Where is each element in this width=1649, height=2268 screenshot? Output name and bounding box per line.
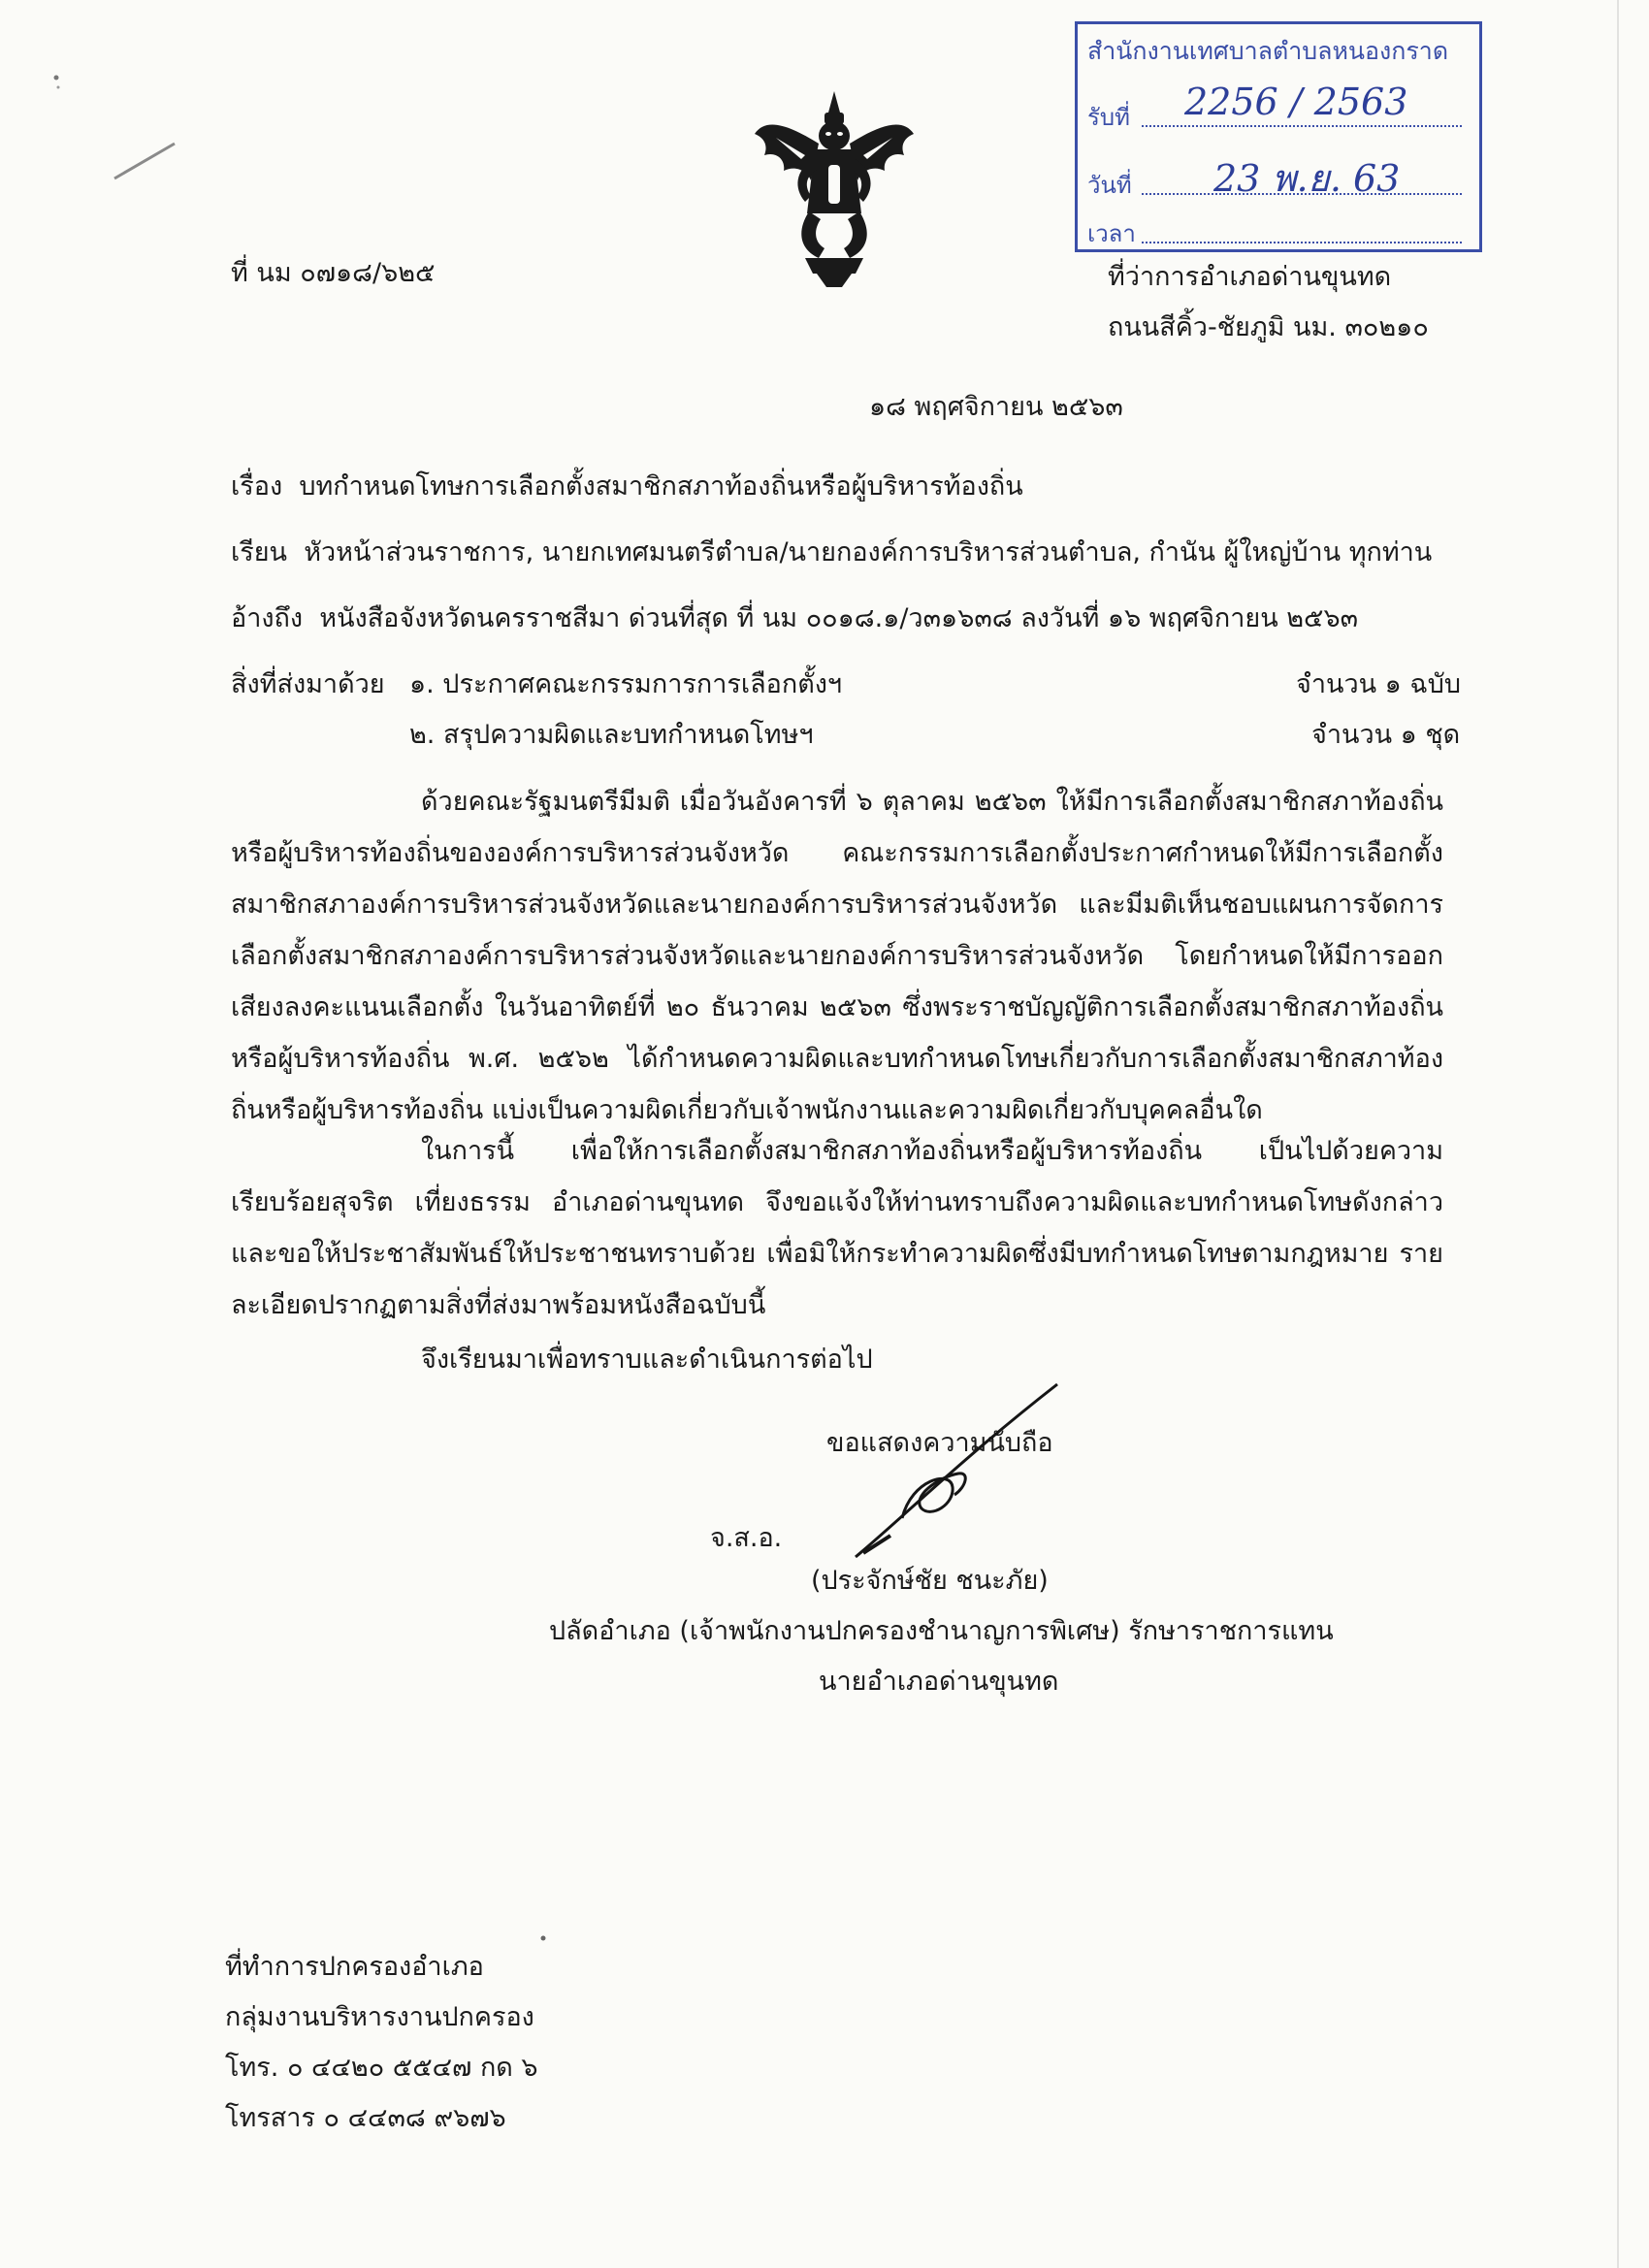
footer-fax: โทรสาร ๐ ๔๔๓๘ ๙๖๗๖ (225, 2103, 506, 2133)
stamp-time-line (1142, 242, 1462, 243)
stamp-date-label: วันที่ (1087, 172, 1132, 199)
stamp-received-line (1142, 125, 1462, 127)
enclosure-item-2: ๒. สรุปความผิดและบทกำหนดโทษฯ (409, 720, 814, 750)
stamp-received-label: รับที่ (1087, 104, 1130, 131)
scan-mark-speck (534, 1930, 553, 1950)
signer-position: ปลัดอำเภอ (เจ้าพนักงานปกครองชำนาญการพิเศษ) รักษาราชการแทน (549, 1616, 1334, 1646)
enclosure-qty-2: จำนวน ๑ ชุด (1311, 720, 1461, 750)
reference-text: หนังสือจังหวัดนครราชสีมา ด่วนที่สุด ที่ นม ๐๐๑๘.๑/ว๓๑๖๓๘ ลงวันที่ ๑๖ พฤศจิกายน ๒๕๖๓ (319, 603, 1359, 633)
footer-office: ที่ทำการปกครองอำเภอ (225, 1952, 484, 1982)
recipient-text: หัวหน้าส่วนราชการ, นายกเทศมนตรีตำบล/นายกองค์การบริหารส่วนตำบล, กำนัน ผู้ใหญ่บ้าน ทุกท่าน (304, 537, 1433, 567)
reference (231, 599, 1358, 638)
reference-label: อ้างถึง (231, 603, 304, 633)
courtesy-closing: ขอแสดงความนับถือ (826, 1428, 1053, 1458)
stamp-time-label: เวลา (1087, 220, 1136, 247)
footer-phone: โทร. ๐ ๔๔๒๐ ๕๕๔๗ กด ๖ (225, 2053, 538, 2083)
signer-initials: จ.ส.อ. (710, 1523, 783, 1553)
footer-division: กลุ่มงานบริหารงานปกครอง (225, 2002, 534, 2032)
office-address: ถนนสีคิ้ว-ชัยภูมิ นม. ๓๐๒๑๐ (1108, 312, 1429, 342)
office-name: ที่ว่าการอำเภอด่านขุนทด (1108, 262, 1392, 292)
recipient (231, 534, 1432, 572)
document-number: ที่ นม ๐๗๑๘/๖๒๕ (231, 258, 436, 288)
body-paragraph-2 (231, 1125, 1443, 1331)
enclosure-qty-1: จำนวน ๑ ฉบับ (1296, 669, 1462, 699)
enclosure-item-1: ๑. ประกาศคณะกรรมการการเลือกตั้งฯ (409, 669, 843, 699)
signer-name: (ประจักษ์ชัย ชนะภัย) (811, 1566, 1049, 1596)
document-date: ๑๘ พฤศจิกายน ๒๕๖๓ (869, 392, 1123, 422)
paragraph-2-text: ในการนี้ เพื่อให้การเลือกตั้งสมาชิกสภาท้องถิ่นหรือผู้บริหารท้องถิ่น เป็นไปด้วยความเรียบร้อยสุจริต เที่ยงธรรม อำเภอด่านขุนทด จึงขอแจ้งให้ท่านทราบถึงความผิดและบทกำหนดโทษดังกล่าว และขอให้ประชาสัมพันธ์ให้ประชาชนทราบด้วย เพื่อมิให้กระทำความผิดซึ่งมีบทกำหนดโทษตามกฎหมาย รายละเอียดปรากฏตามสิ่งที่ส่งมาพร้อมหนังสือฉบับนี้ (231, 1136, 1443, 1320)
signer-position-2: นายอำเภอด่านขุนทด (819, 1667, 1059, 1697)
body-paragraph-1 (231, 776, 1443, 1136)
subject (231, 468, 1023, 506)
scan-mark-edge (1612, 0, 1624, 2268)
stamp-date-value: 23 พ.ย. 63 (1213, 157, 1401, 200)
handwritten-signature (844, 1373, 1067, 1567)
enclosures-label: สิ่งที่ส่งมาด้วย (231, 669, 385, 699)
subject-label: เรื่อง (231, 471, 283, 502)
stamp-received-value: 2256 / 2563 (1184, 81, 1408, 123)
garuda-emblem-icon (747, 87, 922, 291)
scan-mark-line (107, 136, 184, 194)
closing-line: จึงเรียนมาเพื่อทราบและดำเนินการต่อไป (421, 1345, 873, 1375)
paragraph-1-text: ด้วยคณะรัฐมนตรีมีมติ เมื่อวันอังคารที่ ๖ ตุลาคม ๒๕๖๓ ให้มีการเลือกตั้งสมาชิกสภาท้องถิ่นหรือผู้บริหารท้องถิ่นขององค์การบริหารส่วนจังหวัด คณะกรรมการเลือกตั้งประกาศกำหนดให้มีการเลือกตั้งสมาชิกสภาองค์การบริหารส่วนจังหวัดและนายกองค์การบริหารส่วนจังหวัด และมีมติเห็นชอบแผนการจัดการเลือกตั้งสมาชิกสภาองค์การบริหารส่วนจังหวัดและนายกองค์การบริหารส่วนจังหวัด โดยกำหนดให้มีการออกเสียงลงคะแนนเลือกตั้ง ในวันอาทิตย์ที่ ๒๐ ธันวาคม ๒๕๖๓ ซึ่งพระราชบัญญัติการเลือกตั้งสมาชิกสภาท้องถิ่นหรือผู้บริหารท้องถิ่น พ.ศ. ๒๕๖๒ ได้กำหนดความผิดและบทกำหนดโทษเกี่ยวกับการเลือกตั้งสมาชิกสภาท้องถิ่นหรือผู้บริหารท้องถิ่น แบ่งเป็นความผิดเกี่ยวกับเจ้าพนักงานและความผิดเกี่ยวกับบุคคลอื่นใด (231, 787, 1443, 1125)
recipient-label: เรียน (231, 537, 288, 567)
subject-text: บทกำหนดโทษการเลือกตั้งสมาชิกสภาท้องถิ่นหรือผู้บริหารท้องถิ่น (299, 471, 1023, 502)
stamp-office: สำนักงานเทศบาลตำบลหนองกราด (1087, 37, 1449, 65)
receiving-stamp (1075, 21, 1482, 252)
scan-mark-dot (47, 68, 66, 97)
